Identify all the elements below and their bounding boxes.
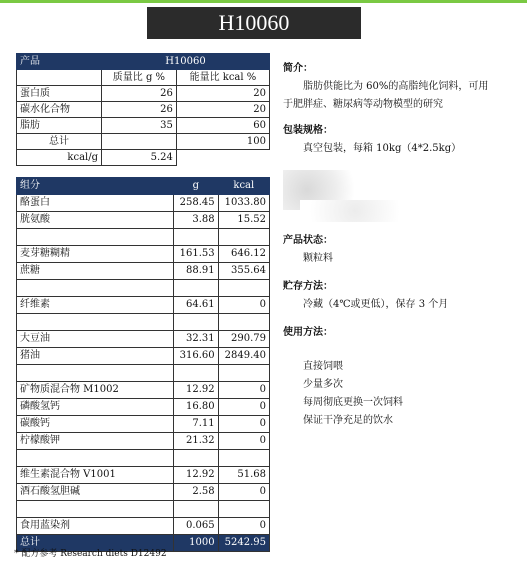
table-cell: 0.065 xyxy=(174,518,219,535)
table-spacer-row xyxy=(17,314,270,331)
table-spacer-row xyxy=(17,501,270,518)
table-row xyxy=(17,263,270,280)
intro-text: 于肥胖症、糖尿病等动物模型的研究 xyxy=(283,99,443,110)
table-row xyxy=(17,118,270,134)
table-cell: 15.52 xyxy=(218,212,269,229)
table-cell: 酒石酸氢胆碱 xyxy=(17,484,174,501)
storage-heading: 贮存方法： xyxy=(283,281,333,292)
table-cell: 柠檬酸钾 xyxy=(17,433,174,450)
table-cell: 0 xyxy=(218,297,269,314)
storage-text: 冷藏（4℃或更低），保存 3 个月 xyxy=(303,299,449,310)
table-cell: 0 xyxy=(218,518,269,535)
usage-item: 每周彻底更换一次饲料 xyxy=(303,397,403,408)
table-footer-cell: 总计 xyxy=(17,535,174,552)
table-cell: 60 xyxy=(176,118,269,134)
table-cell: 碳水化合物 xyxy=(17,102,102,118)
table-cell: 猪油 xyxy=(17,348,174,365)
table-cell: 5.24 xyxy=(102,150,177,166)
table-header-cell: 产品 xyxy=(17,54,102,70)
table-footer-cell: 5242.95 xyxy=(218,535,269,552)
table-footer-cell: 1000 xyxy=(174,535,219,552)
table-cell: 51.68 xyxy=(218,467,269,484)
description-panel xyxy=(283,60,513,158)
table-header-cell: g xyxy=(174,178,219,195)
table-header-cell: H10060 xyxy=(102,54,270,70)
table-cell: 脂肪 xyxy=(17,118,102,134)
table-cell: 蔗糖 xyxy=(17,263,174,280)
table-cell: 316.60 xyxy=(174,348,219,365)
table-row xyxy=(17,195,270,212)
usage-item: 保证干净充足的饮水 xyxy=(303,415,393,426)
table-cell: 纤维素 xyxy=(17,297,174,314)
table-cell: 35 xyxy=(102,118,177,134)
table-cell: 质量比 g % xyxy=(102,70,177,86)
page-title: H10060 xyxy=(147,7,361,39)
table-row xyxy=(17,102,270,118)
state-heading: 产品状态： xyxy=(283,235,333,246)
ingredient-table xyxy=(16,177,270,552)
table-cell: 32.31 xyxy=(174,331,219,348)
table-cell: 2.58 xyxy=(174,484,219,501)
table-cell: 26 xyxy=(102,86,177,102)
table-row xyxy=(17,518,270,535)
table-row xyxy=(17,86,270,102)
table-cell: kcal/g xyxy=(17,150,102,166)
table-header-cell: 组分 xyxy=(17,178,174,195)
table-cell: 64.61 xyxy=(174,297,219,314)
table-cell: 蛋白质 xyxy=(17,86,102,102)
table-cell: 7.11 xyxy=(174,416,219,433)
table-row xyxy=(17,348,270,365)
table-row xyxy=(17,399,270,416)
table-cell: 100 xyxy=(176,134,269,150)
table-spacer-row xyxy=(17,450,270,467)
table-cell: 290.79 xyxy=(218,331,269,348)
usage-section xyxy=(283,324,513,430)
table-cell: 0 xyxy=(218,484,269,501)
usage-item: 直接饲喂 xyxy=(303,361,343,372)
table-row xyxy=(17,297,270,314)
table-cell: 12.92 xyxy=(174,467,219,484)
table-cell: 麦芽糖糊精 xyxy=(17,246,174,263)
table-row xyxy=(17,134,270,150)
table-cell xyxy=(176,150,269,166)
footnote: * 配方参考 Research diets D12492 xyxy=(14,549,167,559)
table-cell: 646.12 xyxy=(218,246,269,263)
table-row xyxy=(17,416,270,433)
table-row xyxy=(17,150,270,166)
usage-heading: 使用方法： xyxy=(283,327,333,338)
table-row xyxy=(17,382,270,399)
table-cell: 12.92 xyxy=(174,382,219,399)
product-state-section xyxy=(283,232,513,268)
table-cell: 21.32 xyxy=(174,433,219,450)
ingredient-table-body xyxy=(17,195,270,535)
storage-section xyxy=(283,278,513,314)
table-row xyxy=(17,212,270,229)
table-cell: 大豆油 xyxy=(17,331,174,348)
table-cell: 0 xyxy=(218,416,269,433)
table-row xyxy=(17,331,270,348)
state-text: 颗粒料 xyxy=(303,253,333,264)
nutrient-ratio-table xyxy=(16,53,270,166)
table-cell: 矿物质混合物 M1002 xyxy=(17,382,174,399)
table-cell: 0 xyxy=(218,433,269,450)
usage-item: 少量多次 xyxy=(303,379,343,390)
table-cell: 碳酸钙 xyxy=(17,416,174,433)
packaging-heading: 包装规格： xyxy=(283,125,333,136)
intro-heading: 简介： xyxy=(283,63,313,74)
table-cell: 20 xyxy=(176,102,269,118)
table-cell: 能量比 kcal % xyxy=(176,70,269,86)
table-cell: 食用蓝染剂 xyxy=(17,518,174,535)
table-row xyxy=(17,467,270,484)
table-cell: 维生素混合物 V1001 xyxy=(17,467,174,484)
table-cell: 161.53 xyxy=(174,246,219,263)
table-cell: 0 xyxy=(218,382,269,399)
top-accent-line xyxy=(0,0,527,3)
table-spacer-row xyxy=(17,365,270,382)
table-cell: 胱氨酸 xyxy=(17,212,174,229)
packaging-text: 真空包装，每箱 10kg（4*2.5kg） xyxy=(303,143,462,154)
table-cell: 总计 xyxy=(17,134,102,150)
table-spacer-row xyxy=(17,229,270,246)
table-cell: 3.88 xyxy=(174,212,219,229)
intro-text: 脂肪供能比为 60%的高脂纯化饲料，可用 xyxy=(303,81,489,92)
table-cell: 355.64 xyxy=(218,263,269,280)
table-spacer-row xyxy=(17,280,270,297)
table-cell: 26 xyxy=(102,102,177,118)
blurred-image xyxy=(300,200,410,222)
table-cell: 20 xyxy=(176,86,269,102)
table-header-cell: kcal xyxy=(218,178,269,195)
table-cell: 16.80 xyxy=(174,399,219,416)
table-cell: 0 xyxy=(218,399,269,416)
table-cell: 88.91 xyxy=(174,263,219,280)
table-row xyxy=(17,484,270,501)
table-cell: 2849.40 xyxy=(218,348,269,365)
table-row xyxy=(17,433,270,450)
table-cell: 258.45 xyxy=(174,195,219,212)
table-row xyxy=(17,246,270,263)
table-cell xyxy=(17,70,102,86)
table-cell xyxy=(102,134,177,150)
table-cell: 磷酸氢钙 xyxy=(17,399,174,416)
table-cell: 1033.80 xyxy=(218,195,269,212)
table-cell: 酪蛋白 xyxy=(17,195,174,212)
